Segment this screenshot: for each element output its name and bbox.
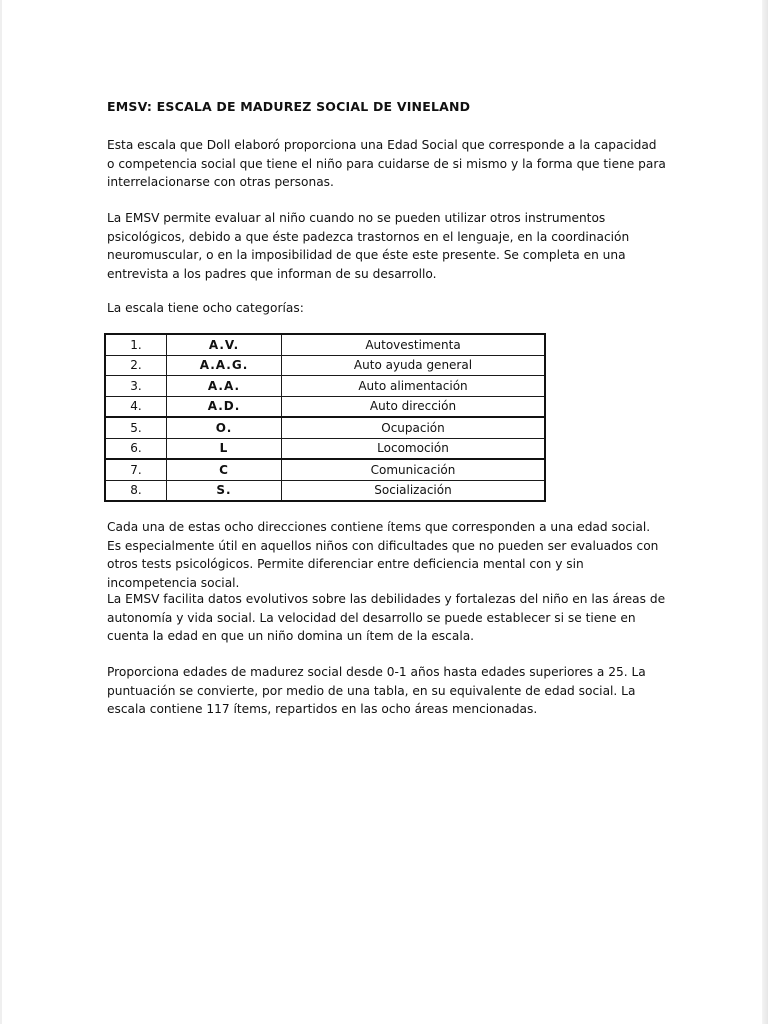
category-number: 2.	[105, 355, 167, 376]
page-left-edge	[0, 0, 2, 1024]
category-name: Auto alimentación	[282, 376, 546, 397]
category-name: Autovestimenta	[282, 334, 546, 355]
category-abbreviation: C	[167, 459, 282, 480]
category-name: Auto dirección	[282, 396, 546, 417]
category-number: 6.	[105, 438, 167, 459]
table-row	[105, 438, 545, 459]
category-number: 3.	[105, 376, 167, 397]
page-right-edge	[762, 0, 768, 1024]
table-row	[105, 459, 545, 480]
category-number: 8.	[105, 480, 167, 501]
category-name: Ocupación	[282, 417, 546, 438]
category-number: 7.	[105, 459, 167, 480]
category-name: Auto ayuda general	[282, 355, 546, 376]
document-title: EMSV: ESCALA DE MADUREZ SOCIAL DE VINELAND	[107, 99, 471, 114]
category-abbreviation: O.	[167, 417, 282, 438]
table-row	[105, 417, 545, 438]
table-row	[105, 376, 545, 397]
table-row	[105, 480, 545, 501]
table-row	[105, 355, 545, 376]
paragraph-evolutive-data: La EMSV facilita datos evolutivos sobre las debilidades y fortalezas del niño en las áreas de autonomía y vida social. La velocidad del desarrollo se puede establecer si se tiene en cuenta la edad en que un niño domina un ítem de la escala.	[107, 592, 666, 643]
category-abbreviation: A.D.	[167, 396, 282, 417]
categories-table	[104, 333, 546, 502]
paragraph-social-ages: Proporciona edades de madurez social desde 0-1 años hasta edades superiores a 25. La puntuación se convierte, por medio de una tabla, en su equivalente de edad social. La escala contiene 117 ítems, repartidos en las ocho áreas mencionadas.	[107, 665, 646, 716]
category-name: Locomoción	[282, 438, 546, 459]
paragraph-usage: La EMSV permite evaluar al niño cuando no se pueden utilizar otros instrumentos psicológicos, debido a que éste padezca trastornos en el lenguaje, en la coordinación neuromuscular, o en la imposibilidad de que éste este presente. Se completa en una entrevista a los padres que informan de su desarrollo.	[107, 211, 630, 281]
category-number: 4.	[105, 396, 167, 417]
paragraph-directions: Cada una de estas ocho direcciones contiene ítems que corresponden a una edad social. Es especialmente útil en aquellos niños con dificultades que no pueden ser evaluados con otros tests psicológicos. Permite diferenciar entre deficiencia mental con y sin incompetencia social.	[107, 520, 659, 590]
paragraph-categories-lead: La escala tiene ocho categorías:	[107, 301, 304, 315]
category-abbreviation: L	[167, 438, 282, 459]
table-row	[105, 334, 545, 355]
category-abbreviation: S.	[167, 480, 282, 501]
category-number: 1.	[105, 334, 167, 355]
category-abbreviation: A.A.	[167, 376, 282, 397]
category-abbreviation: A.V.	[167, 334, 282, 355]
category-name: Comunicación	[282, 459, 546, 480]
category-name: Socialización	[282, 480, 546, 501]
category-abbreviation: A.A.G.	[167, 355, 282, 376]
category-number: 5.	[105, 417, 167, 438]
table-row	[105, 396, 545, 417]
paragraph-intro: Esta escala que Doll elaboró proporciona una Edad Social que corresponde a la capacidad o competencia social que tiene el niño para cuidarse de si mismo y la forma que tiene para interrelacionarse con otras personas.	[107, 138, 666, 189]
